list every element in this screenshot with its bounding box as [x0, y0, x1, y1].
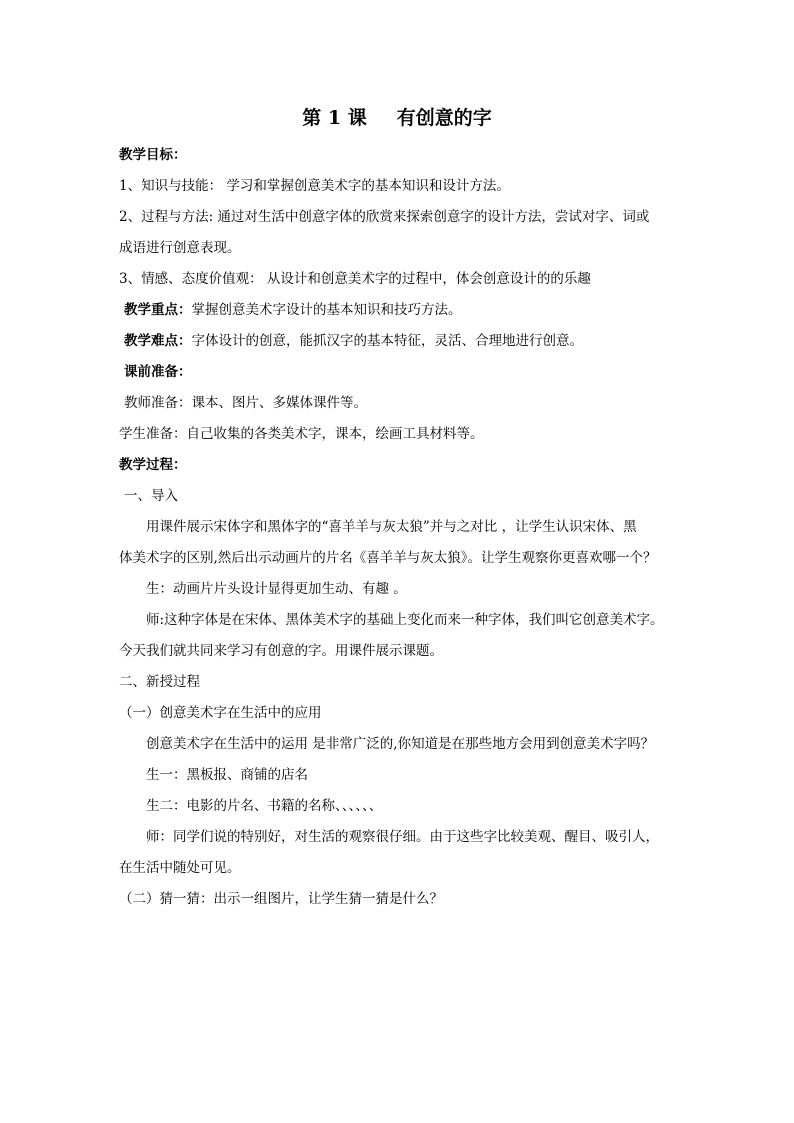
intro-heading: 一、导入: [124, 488, 178, 504]
preparation-heading: 课前准备：: [124, 364, 192, 380]
key-point-label: 教学重点：: [124, 302, 192, 318]
student-answer-2: 生二：电影的片名、书籍的名称、、、、、、: [146, 798, 383, 814]
student-answer-1: 生一：黑板报、商铺的店名: [146, 767, 308, 783]
procedure-heading: 教学过程：: [119, 457, 187, 473]
objectives-heading: 教学目标：: [119, 147, 187, 163]
new-lesson-heading: 二、新授过程: [119, 674, 200, 690]
intro-teacher-line1: 师:这种字体是在宋体、黑体美术字的基础上变化而来一种字体，我们叫它创意美术字。: [146, 612, 664, 628]
difficulty-text: 字体设计的创意，能抓汉字的基本特征，灵活、合理地进行创意。: [191, 333, 583, 349]
intro-paragraph1-line1: 用课件展示宋体字和黑体字的“喜羊羊与灰太狼”并与之对比 ，让学生认识宋体、黑: [146, 519, 637, 535]
subsection-2-heading: （二）猜一猜：出示一组图片，让学生猜一猜是什么？: [119, 891, 443, 907]
difficulty: [124, 331, 684, 351]
key-point-text: 掌握创意美术字设计的基本知识和技巧方法。: [191, 302, 462, 318]
preparation-teacher: 教师准备：课本、图片、多媒体课件等。: [124, 395, 367, 411]
preparation-student: 学生准备：自己收集的各类美术字，课本，绘画工具材料等。: [119, 426, 484, 442]
objective-emotion: 3、情感、态度价值观： 从设计和创意美术字的过程中，体会创意设计的的乐趣: [119, 271, 591, 287]
intro-teacher-line2: 今天我们就共同来学习有创意的字。用课件展示课题。: [119, 643, 443, 659]
teacher-comment-line1: 师：同学们说的特别好，对生活的观察很仔细。由于这些字比较美观、醒目、吸引人，: [146, 829, 659, 845]
lesson-number: 第 1 课: [302, 107, 367, 129]
subsection-1-heading: （一）创意美术字在生活中的应用: [119, 705, 322, 721]
objective-knowledge: 1、知识与技能： 学习和掌握创意美术字的基本知识和设计方法。: [119, 178, 510, 194]
objective-process-line1: 2、过程与方法: 通过对生活中创意字体的欣赏来探索创意字的设计方法，尝试对字、词或: [119, 209, 650, 225]
subsection-1-question: 创意美术字在生活中的运用 是非常广泛的,你知道是在那些地方会用到创意美术字吗？: [146, 736, 655, 752]
page-title: [0, 106, 794, 130]
objective-process-line2: 成语进行创意表现。: [119, 240, 241, 256]
key-point: [124, 300, 684, 320]
teacher-comment-line2: 在生活中随处可见。: [119, 860, 241, 876]
difficulty-label: 教学难点：: [124, 333, 192, 349]
intro-student-answer: 生：动画片片头设计显得更加生动、有趣 。: [146, 581, 407, 597]
lesson-name: 有创意的字: [396, 107, 492, 129]
intro-paragraph1-line2: 体美术字的区别,然后出示动画片的片名《喜羊羊与灰太狼》。让学生观察你更喜欢哪一个？: [119, 550, 657, 566]
